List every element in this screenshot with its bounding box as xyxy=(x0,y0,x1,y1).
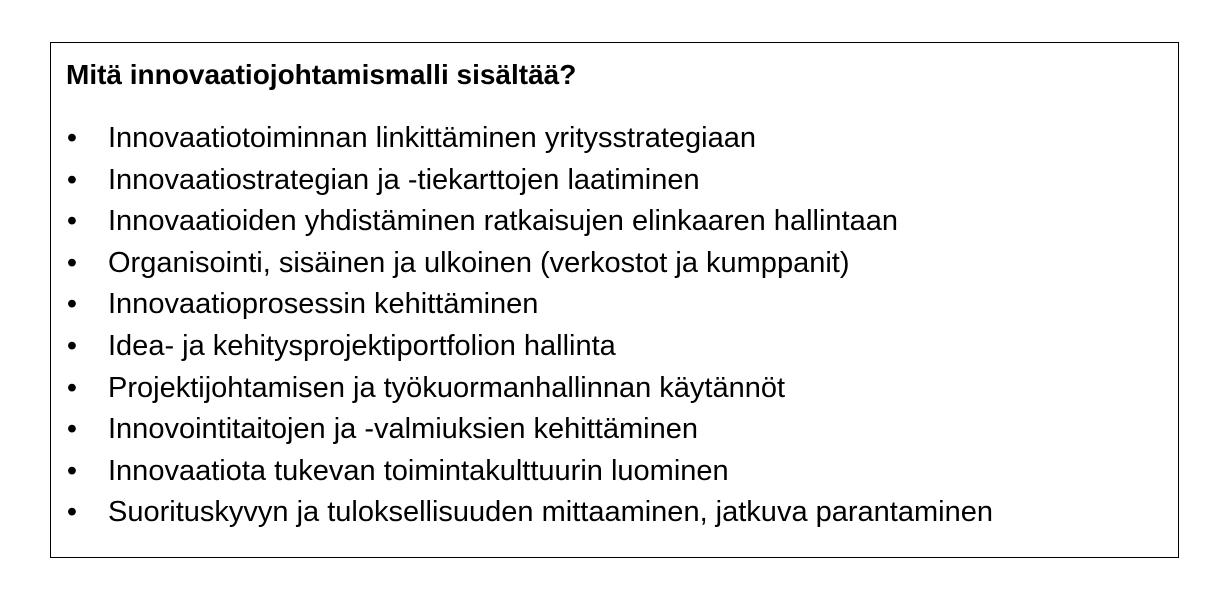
list-item-text: Innovaatiostrategian ja -tiekarttojen laatiminen xyxy=(108,163,700,196)
bullet-icon: • xyxy=(66,371,78,404)
list-item-text: Innovointitaitojen ja -valmiuksien kehittäminen xyxy=(108,413,698,446)
bullet-icon: • xyxy=(66,205,78,238)
bullet-icon: • xyxy=(66,246,78,279)
content-box xyxy=(50,42,1179,558)
bullet-icon: • xyxy=(66,496,78,529)
bullet-icon: • xyxy=(66,329,78,362)
heading: Mitä innovaatiojohtamismalli sisältää? xyxy=(66,59,577,90)
list-item-text: Projektijohtamisen ja työkuormanhallinnan käytännöt xyxy=(108,371,786,404)
list-item-text: Innovaatiota tukevan toimintakulttuurin luominen xyxy=(108,454,729,487)
bullet-icon: • xyxy=(66,163,78,196)
list-item-text: Idea- ja kehitysprojektiportfolion hallinta xyxy=(108,329,616,362)
list-item-text: Innovaatioiden yhdistäminen ratkaisujen elinkaaren hallintaan xyxy=(108,205,898,238)
bullet-icon: • xyxy=(66,413,78,446)
list-item-text: Innovaatiotoiminnan linkittäminen yritysstrategiaan xyxy=(108,122,757,154)
bullet-icon: • xyxy=(66,454,78,487)
list-item-text: Innovaatioprosessin kehittäminen xyxy=(108,288,539,321)
bullet-icon: • xyxy=(66,122,78,154)
bullet-icon: • xyxy=(66,288,78,321)
list-item-text: Suorituskyvyn ja tuloksellisuuden mittaaminen, jatkuva parantaminen xyxy=(108,496,993,529)
list-item-text: Organisointi, sisäinen ja ulkoinen (verkostot ja kumppanit) xyxy=(108,246,850,279)
